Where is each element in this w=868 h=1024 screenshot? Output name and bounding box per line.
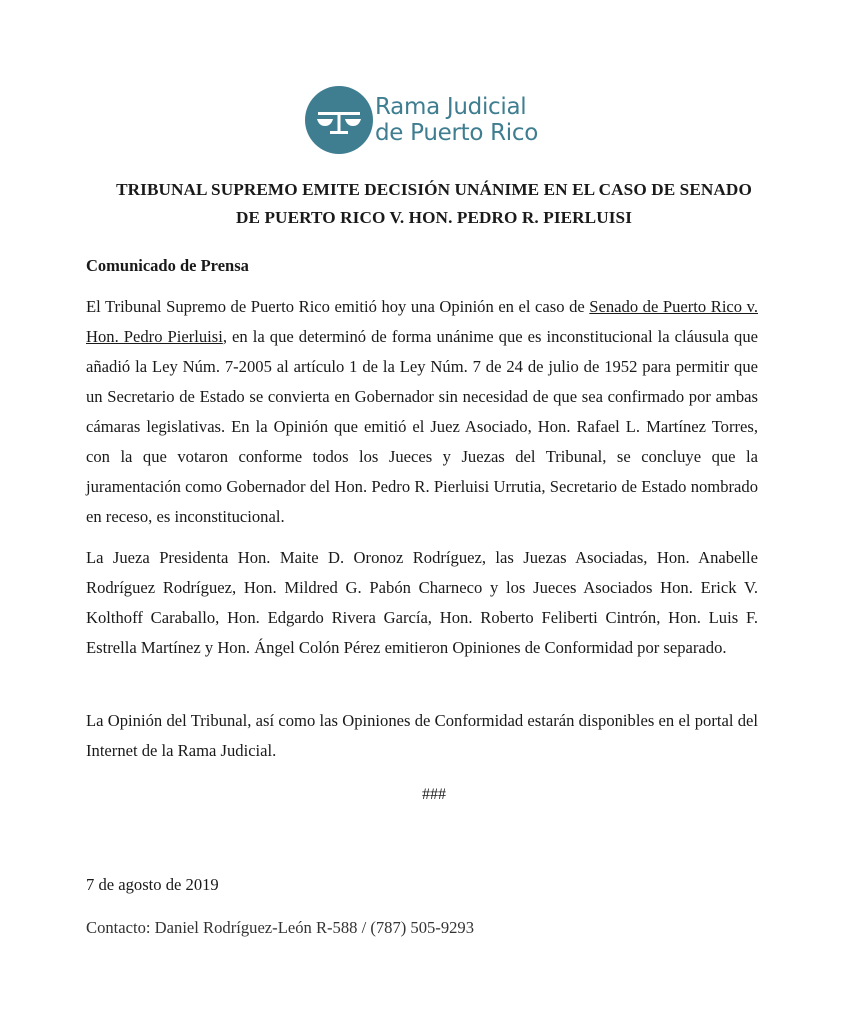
paragraph-1-rest: , en la que determinó de forma unánime que es inconstitucional la cláusula que añadió la Ley Núm. 7-2005 al artículo 1 de la Ley Núm. 7 de 24 de julio de 1952 para permitir que un Secretario de Estado se convierta en Gobernador sin necesidad de que sea confirmado por ambas cámaras legislativas. En la Opinión que emitió el Juez Asociado, Hon. Rafael L. Martínez Torres, con la que votaron conforme todos los Jueces y Juezas del Tribunal, se concluye que la juramentación como Gobernador del Hon. Pedro R. Pierluisi Urrutia, Secretario de Estado nombrado en receso, es inconstitucional. <box>86 327 758 526</box>
title-line-1: TRIBUNAL SUPREMO EMITE DECISIÓN UNÁNIME EN EL CASO DE SENADO <box>116 180 752 199</box>
paragraph-3: La Opinión del Tribunal, así como las Opiniones de Conformidad estarán disponibles en el portal del Internet de la Rama Judicial. <box>86 711 758 760</box>
logo-line-2: de Puerto Rico <box>375 120 538 146</box>
logo-line-1: Rama Judicial <box>375 94 527 120</box>
subtitle: Comunicado de Prensa <box>86 256 249 275</box>
page-title <box>80 176 788 232</box>
paragraph-2: La Jueza Presidenta Hon. Maite D. Oronoz Rodríguez, las Juezas Asociadas, Hon. Anabelle Rodríguez Rodríguez, Hon. Mildred G. Pabón Charneco y los Jueces Asociados Hon. Erick V. Kolthoff Caraballo, Hon. Edgardo Rivera García, Hon. Roberto Feliberti Cintrón, Hon. Luis F. Estrella Martínez y Hon. Ángel Colón Pérez emitieron Opiniones de Conformidad por separado. <box>86 548 758 657</box>
paragraph-1-lead: El Tribunal Supremo de Puerto Rico emitió hoy una Opinión en el caso de <box>86 297 590 316</box>
release-date: 7 de agosto de 2019 <box>86 875 219 894</box>
logo-wordmark <box>375 94 538 146</box>
paragraph-1 <box>86 292 758 532</box>
scales-of-justice-icon <box>305 86 373 154</box>
end-separator: ### <box>422 786 446 803</box>
contact-info: Contacto: Daniel Rodríguez-León R-588 / (787) 505-9293 <box>86 918 475 937</box>
title-line-2: DE PUERTO RICO V. HON. PEDRO R. PIERLUISI <box>235 208 632 227</box>
case-name: Senado de Puerto Rico v. Hon. Pedro Pierluisi <box>86 297 758 346</box>
rama-judicial-logo <box>305 86 538 154</box>
